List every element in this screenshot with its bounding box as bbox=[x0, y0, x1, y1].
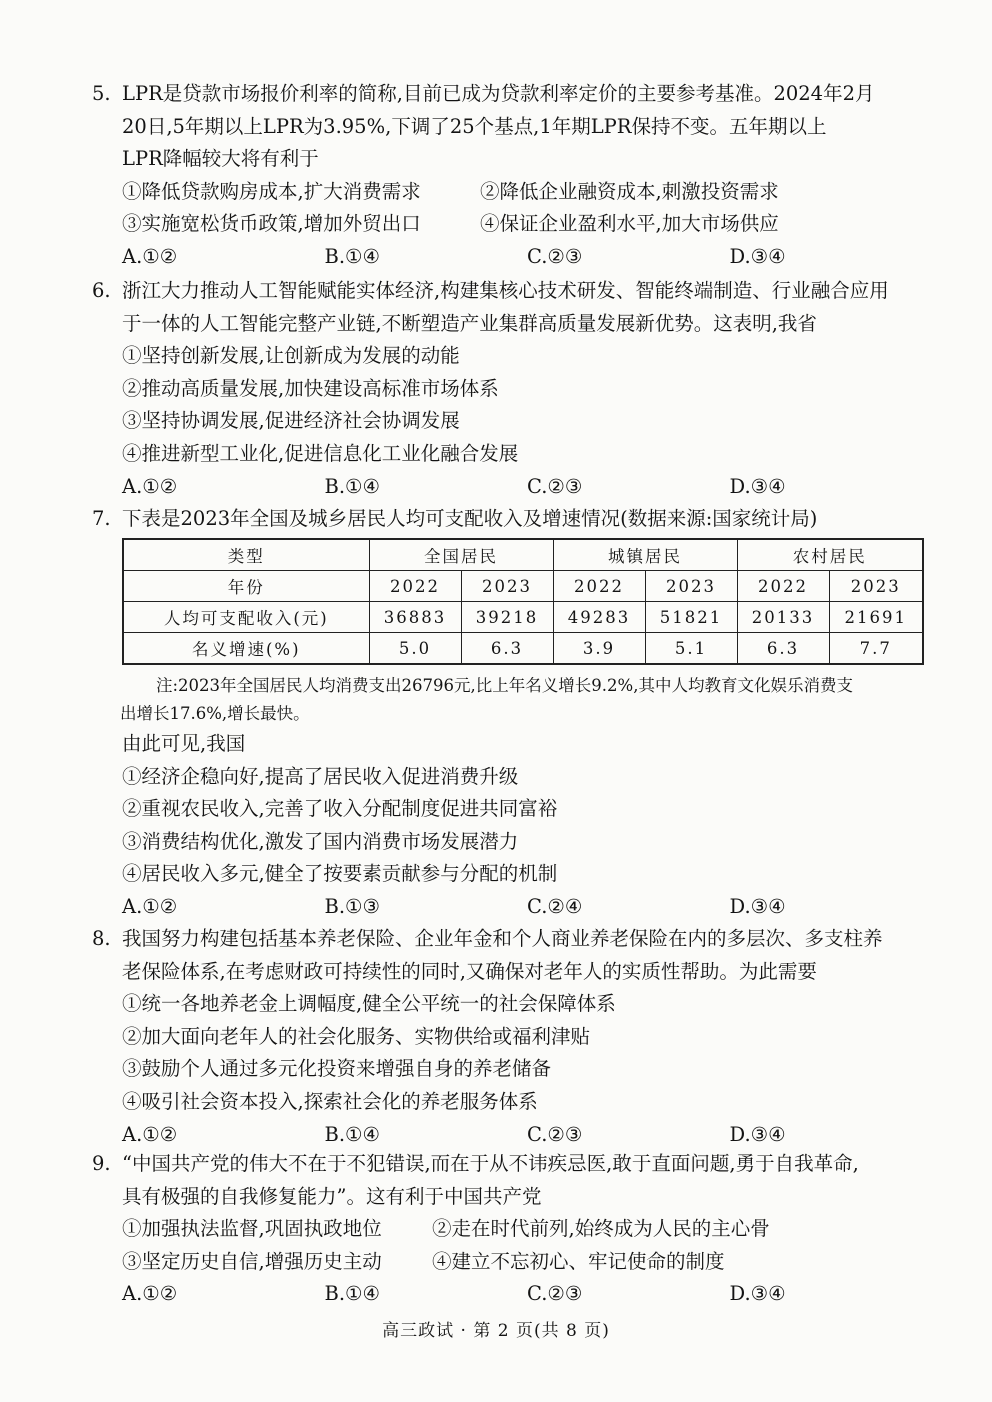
table-row-label: 名义增速(%) bbox=[123, 633, 369, 665]
question-text: 下表是2023年全国及城乡居民人均可支配收入及增速情况(数据来源:国家统计局) bbox=[122, 507, 818, 530]
answer-a: A.①② bbox=[122, 894, 178, 918]
question-text: 我国努力构建包括基本养老保险、企业年金和个人商业养老保险在内的多层次、多支柱养 bbox=[122, 927, 883, 950]
table-note bbox=[120, 672, 920, 728]
answer-c: C.②③ bbox=[527, 1282, 583, 1306]
table-header: 类型 bbox=[123, 539, 369, 571]
option-2: ②重视农民收入,完善了收入分配制度促进共同富裕 bbox=[122, 797, 558, 821]
answer-b: B.①④ bbox=[324, 1282, 380, 1306]
question-text: LPR是贷款市场报价利率的简称,目前已成为贷款利率定价的主要参考基准。2024年2月 bbox=[122, 82, 875, 105]
option-3: ③坚持协调发展,促进经济社会协调发展 bbox=[122, 409, 460, 433]
answer-choices bbox=[92, 241, 932, 274]
note-line: 出增长17.6%,增长最快。 bbox=[120, 704, 310, 723]
answer-choices bbox=[92, 1119, 932, 1152]
table-row bbox=[123, 539, 923, 571]
option-4: ④建立不忘初心、牢记使命的制度 bbox=[432, 1249, 725, 1273]
option-1: ①降低贷款购房成本,扩大消费需求 bbox=[122, 179, 421, 203]
question-text: “中国共产党的伟大不在于不犯错误,而在于从不讳疾忌医,敢于直面问题,勇于自我革命, bbox=[122, 1152, 859, 1175]
option-1: ①经济企稳向好,提高了居民收入促进消费升级 bbox=[122, 764, 519, 788]
page-footer: 高三政试 · 第 2 页(共 8 页) bbox=[382, 1321, 610, 1341]
table-cell: 5.1 bbox=[645, 633, 737, 665]
answer-b: B.①④ bbox=[324, 1122, 380, 1146]
answer-d: D.③④ bbox=[729, 244, 786, 268]
question-8 bbox=[92, 923, 932, 1151]
question-text: LPR降幅较大将有利于 bbox=[122, 147, 319, 171]
option-3: ③实施宽松货币政策,增加外贸出口 bbox=[122, 212, 421, 236]
table-cell: 51821 bbox=[645, 602, 737, 633]
answer-b: B.①③ bbox=[324, 894, 380, 918]
table-cell: 21691 bbox=[829, 602, 923, 633]
question-text: 老保险体系,在考虑财政可持续性的同时,又确保对老年人的实质性帮助。为此需要 bbox=[122, 959, 817, 983]
table-row bbox=[123, 602, 923, 633]
option-4: ④推进新型工业化,促进信息化工业化融合发展 bbox=[122, 441, 519, 465]
answer-a: A.①② bbox=[122, 244, 178, 268]
table-header: 城镇居民 bbox=[553, 539, 737, 571]
table-cell: 36883 bbox=[369, 602, 461, 633]
answer-b: B.①④ bbox=[324, 244, 380, 268]
table-header: 农村居民 bbox=[737, 539, 923, 571]
answer-choices bbox=[92, 1278, 932, 1311]
question-number: 8. bbox=[92, 927, 111, 950]
answer-d: D.③④ bbox=[729, 474, 786, 498]
table-cell: 7.7 bbox=[829, 633, 923, 665]
question-number: 6. bbox=[92, 279, 111, 302]
question-text: 浙江大力推动人工智能赋能实体经济,构建集核心技术研发、智能终端制造、行业融合应用 bbox=[122, 279, 889, 302]
option-2: ②走在时代前列,始终成为人民的主心骨 bbox=[432, 1217, 770, 1241]
table-cell: 2022 bbox=[553, 571, 645, 602]
option-4: ④保证企业盈利水平,加大市场供应 bbox=[480, 212, 779, 236]
answer-a: A.①② bbox=[122, 474, 178, 498]
option-2: ②推动高质量发展,加快建设高标准市场体系 bbox=[122, 376, 499, 400]
question-9 bbox=[92, 1148, 932, 1311]
option-1: ①坚持创新发展,让创新成为发展的动能 bbox=[122, 344, 460, 368]
answer-d: D.③④ bbox=[729, 1122, 786, 1146]
table-cell: 20133 bbox=[737, 602, 829, 633]
question-5 bbox=[92, 78, 932, 274]
option-3: ③鼓励个人通过多元化投资来增强自身的养老储备 bbox=[122, 1057, 552, 1081]
table-cell: 5.0 bbox=[369, 633, 461, 665]
answer-c: C.②③ bbox=[527, 244, 583, 268]
option-2: ②加大面向老年人的社会化服务、实物供给或福利津贴 bbox=[122, 1024, 591, 1048]
table-row bbox=[123, 633, 923, 665]
income-table bbox=[122, 538, 924, 665]
question-number: 7. bbox=[92, 507, 111, 530]
table-cell: 2022 bbox=[369, 571, 461, 602]
table-cell: 2023 bbox=[829, 571, 923, 602]
answer-c: C.②③ bbox=[527, 1122, 583, 1146]
answer-choices bbox=[92, 891, 932, 924]
table-cell: 39218 bbox=[461, 602, 553, 633]
table-header: 年份 bbox=[123, 571, 369, 602]
table-cell: 6.3 bbox=[737, 633, 829, 665]
question-text: 具有极强的自我修复能力”。这有利于中国共产党 bbox=[122, 1184, 542, 1208]
answer-b: B.①④ bbox=[324, 474, 380, 498]
table-cell: 2022 bbox=[737, 571, 829, 602]
answer-c: C.②③ bbox=[527, 474, 583, 498]
answer-d: D.③④ bbox=[729, 1282, 786, 1306]
question-6 bbox=[92, 275, 932, 503]
table-cell: 6.3 bbox=[461, 633, 553, 665]
table-row bbox=[123, 571, 923, 602]
answer-choices bbox=[92, 471, 932, 504]
table-cell: 2023 bbox=[461, 571, 553, 602]
note-line: 注:2023年全国居民人均消费支出26796元,比上年名义增长9.2%,其中人均教育文化娱乐消费支 bbox=[156, 676, 853, 695]
question-number: 9. bbox=[92, 1152, 111, 1175]
table-cell: 3.9 bbox=[553, 633, 645, 665]
question-7 bbox=[92, 503, 932, 536]
option-3: ③坚定历史自信,增强历史主动 bbox=[122, 1249, 382, 1273]
option-3: ③消费结构优化,激发了国内消费市场发展潜力 bbox=[122, 829, 519, 853]
answer-a: A.①② bbox=[122, 1122, 178, 1146]
table-row-label: 人均可支配收入(元) bbox=[123, 602, 369, 633]
question-text: 20日,5年期以上LPR为3.95%,下调了25个基点,1年期LPR保持不变。五年期以上 bbox=[122, 114, 827, 138]
question-7-options bbox=[92, 728, 932, 924]
question-number: 5. bbox=[92, 82, 111, 105]
option-1: ①加强执法监督,巩固执政地位 bbox=[122, 1217, 382, 1241]
table-header: 全国居民 bbox=[369, 539, 553, 571]
question-text: 于一体的人工智能完整产业链,不断塑造产业集群高质量发展新优势。这表明,我省 bbox=[122, 311, 817, 335]
option-4: ④吸引社会资本投入,探索社会化的养老服务体系 bbox=[122, 1089, 538, 1113]
answer-c: C.②④ bbox=[527, 894, 583, 918]
table-cell: 2023 bbox=[645, 571, 737, 602]
answer-d: D.③④ bbox=[729, 894, 786, 918]
option-4: ④居民收入多元,健全了按要素贡献参与分配的机制 bbox=[122, 862, 558, 886]
option-2: ②降低企业融资成本,刺激投资需求 bbox=[480, 179, 779, 203]
option-1: ①统一各地养老金上调幅度,健全公平统一的社会保障体系 bbox=[122, 992, 616, 1016]
question-stem: 由此可见,我国 bbox=[122, 732, 246, 755]
answer-a: A.①② bbox=[122, 1282, 178, 1306]
table-cell: 49283 bbox=[553, 602, 645, 633]
